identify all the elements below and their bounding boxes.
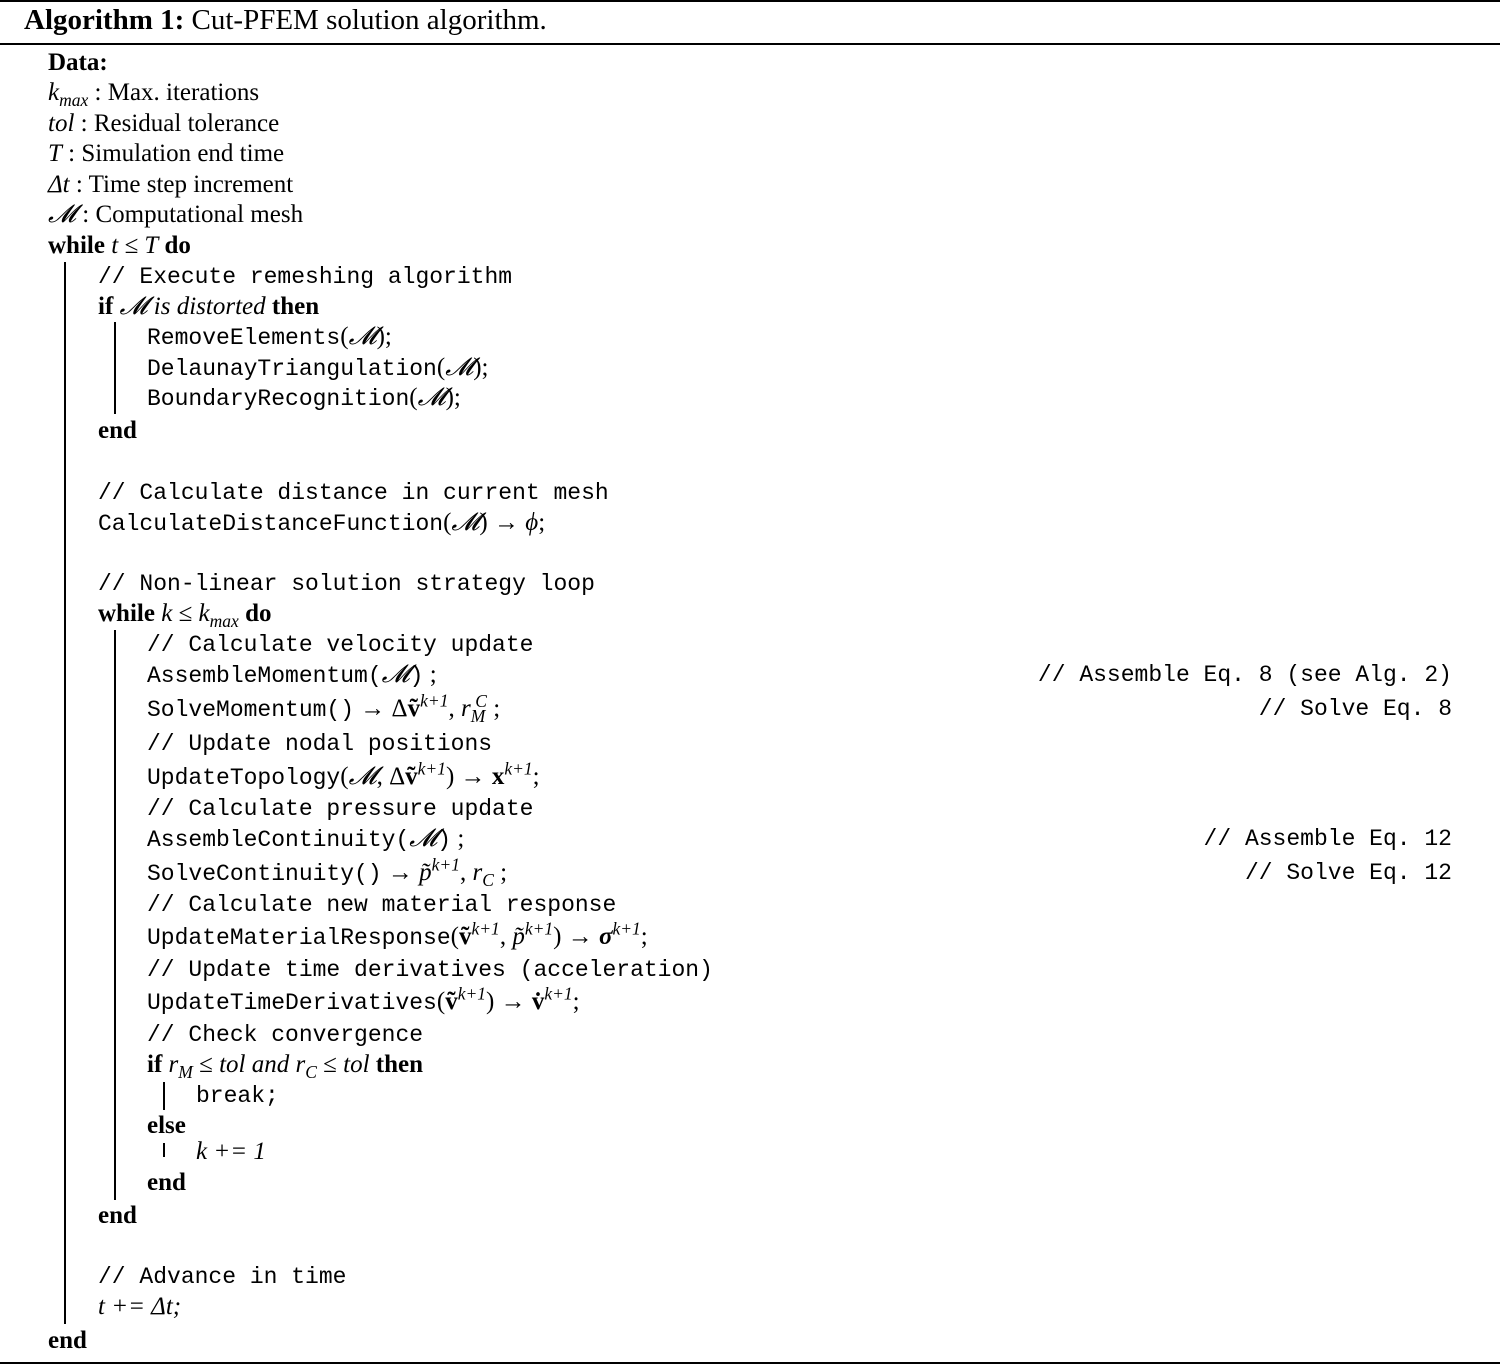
data-header: Data: <box>48 49 108 76</box>
line-distfun: CalculateDistanceFunction(𝓜) → ϕ; <box>98 509 546 537</box>
line-timederiv: UpdateTimeDerivatives(ṽ$^{k+1}$) → v̇$^{k+1}$; <box>147 983 580 1016</box>
line-solve-cont: SolveContinuity() → p̃$^{k+1}$, $r_C$ ; <box>147 854 508 890</box>
outer-while: while t ≤ T do <box>48 232 191 259</box>
comment-solve-cont: // Solve Eq. 12 <box>1244 860 1452 886</box>
line-solve-mom: SolveMomentum() → Δṽ$^{k+1}$, $r_M^C$ ; <box>147 690 501 726</box>
comment-assemble-mom: // Assemble Eq. 8 (see Alg. 2) <box>1037 662 1452 688</box>
comment-velocity: // Calculate velocity update <box>147 632 534 658</box>
line-remove: RemoveElements(𝓜); <box>147 323 392 351</box>
end-if-converged: end <box>147 1169 186 1196</box>
else-bar <box>163 1143 165 1157</box>
comment-remesh: // Execute remeshing algorithm <box>98 264 513 290</box>
comment-assemble-cont: // Assemble Eq. 12 <box>1203 826 1452 852</box>
line-break: break; <box>196 1083 279 1109</box>
comment-advance: // Advance in time <box>98 1264 347 1290</box>
if-converged: if $r_M$ ≤ tol and $r_C$ ≤ tol then <box>147 1051 424 1082</box>
outer-while-bar <box>64 262 66 1324</box>
if-distorted: if 𝓜 is distorted then <box>98 293 320 320</box>
line-asm-mom: AssembleMomentum(𝓜) ; <box>147 661 437 689</box>
comment-timederiv: // Update time derivatives (acceleration) <box>147 957 713 983</box>
title-rule <box>0 43 1500 45</box>
comment-solve-mom: // Solve Eq. 8 <box>1258 696 1452 722</box>
data-tol: tol : Residual tolerance <box>48 110 280 137</box>
end-if-distorted: end <box>98 417 137 444</box>
algorithm-title: Algorithm 1: Cut-PFEM solution algorithm. <box>24 4 547 36</box>
line-advance-t: t += Δt; <box>98 1293 182 1320</box>
top-rule <box>0 0 1500 2</box>
if-distorted-bar <box>114 322 116 414</box>
inner-while-bar <box>114 630 116 1200</box>
line-material: UpdateMaterialResponse(ṽ$^{k+1}$, p̃$^{k+1}$) → $\sigma^{k+1}$; <box>147 918 648 951</box>
data-mesh: 𝓜 : Computational mesh <box>48 201 304 228</box>
line-increment-k: k += 1 <box>196 1138 266 1165</box>
bottom-rule <box>0 1362 1500 1364</box>
inner-while: while $k \le k_{max}$ do <box>98 600 272 631</box>
line-boundary: BoundaryRecognition(𝓜); <box>147 384 461 412</box>
data-dt: Δt : Time step increment <box>48 171 294 198</box>
comment-nonlinear: // Non-linear solution strategy loop <box>98 571 595 597</box>
comment-material: // Calculate new material response <box>147 892 617 918</box>
comment-distance: // Calculate distance in current mesh <box>98 480 609 506</box>
line-asm-cont: AssembleContinuity(𝓜) ; <box>147 825 465 853</box>
comment-pressure: // Calculate pressure update <box>147 796 534 822</box>
if-converged-bar <box>163 1082 165 1110</box>
end-outer-while: end <box>48 1327 87 1354</box>
data-T: T : Simulation end time <box>48 140 285 167</box>
comment-convergence: // Check convergence <box>147 1022 424 1048</box>
else-keyword: else <box>147 1112 186 1139</box>
comment-nodal: // Update nodal positions <box>147 731 493 757</box>
line-delaunay: DelaunayTriangulation(𝓜); <box>147 354 489 382</box>
data-kmax: $k_{max}$ : Max. iterations <box>48 79 260 110</box>
line-topology: UpdateTopology(𝓜, Δṽ$^{k+1}$) → $x^{k+1}$; <box>147 758 540 791</box>
end-inner-while: end <box>98 1202 137 1229</box>
